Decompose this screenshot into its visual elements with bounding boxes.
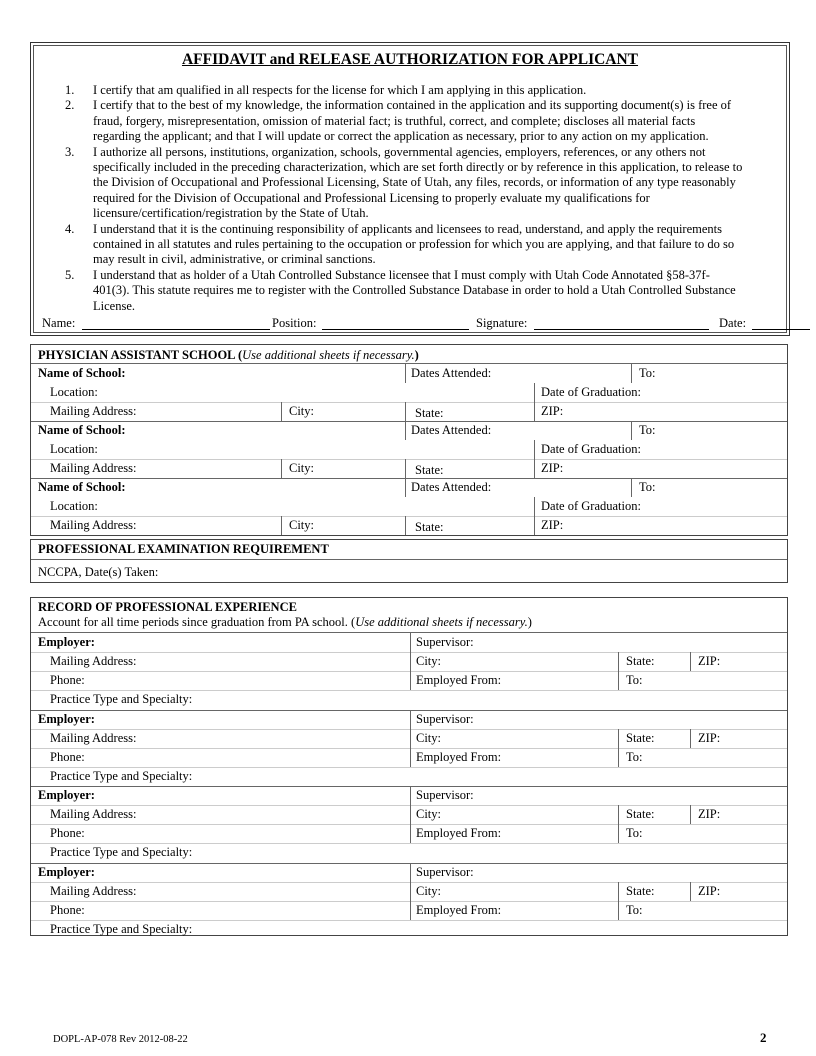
col-divider	[281, 516, 282, 535]
form-id: DOPL-AP-078 Rev 2012-08-22	[53, 1034, 188, 1045]
exam-divider	[31, 559, 787, 560]
phone-label: Phone:	[50, 749, 85, 764]
name-label: Name:	[42, 316, 76, 330]
state-label: State:	[626, 883, 655, 898]
state-label: State:	[415, 520, 444, 534]
col-divider	[618, 805, 619, 843]
col-divider	[631, 478, 632, 497]
row-divider	[31, 421, 787, 422]
school-name-label: Name of School:	[38, 480, 126, 494]
col-divider	[405, 516, 406, 535]
position-label: Position:	[272, 316, 317, 330]
zip-label: ZIP:	[698, 883, 721, 898]
row-divider	[31, 920, 787, 921]
state-label: State:	[415, 463, 444, 477]
pa-heading-divider	[31, 363, 787, 364]
col-divider	[618, 882, 619, 920]
to-label: To:	[639, 480, 656, 494]
row-divider	[31, 843, 787, 844]
row-divider	[31, 748, 787, 749]
affidavit-statements	[42, 83, 780, 314]
row-spacer	[31, 497, 541, 498]
exam-heading: PROFESSIONAL EXAMINATION REQUIREMENT	[38, 542, 329, 556]
to-label: To:	[626, 826, 643, 840]
col-divider	[534, 383, 535, 421]
mailing-address-label: Mailing Address:	[50, 404, 137, 418]
row-divider	[31, 882, 787, 883]
affidavit-statement	[42, 83, 780, 98]
col-divider	[405, 459, 406, 478]
employer-label: Employer:	[38, 711, 95, 726]
state-label: State:	[626, 654, 655, 668]
zip-label: ZIP:	[541, 461, 564, 475]
pa-school-section	[30, 344, 788, 536]
zip-label: ZIP:	[698, 730, 721, 745]
statement-number: 4.	[65, 221, 75, 236]
row-spacer	[31, 383, 541, 384]
supervisor-label: Supervisor:	[416, 864, 474, 879]
school-name-label: Name of School:	[38, 366, 126, 380]
col-divider	[534, 497, 535, 535]
row-divider	[31, 863, 787, 864]
name-field[interactable]	[82, 329, 270, 330]
signature-field[interactable]	[534, 329, 709, 330]
row-divider	[31, 690, 787, 691]
row-divider	[31, 710, 787, 711]
row-divider	[31, 478, 787, 479]
row-divider	[31, 767, 787, 768]
statement-line: fraud, forgery, misrepresentation, omission of material fact; is truthful, correct, and complete; discloses all material facts	[93, 113, 696, 128]
statement-line: License.	[93, 298, 135, 313]
supervisor-label: Supervisor:	[416, 711, 474, 726]
affidavit-inner-border	[33, 45, 787, 333]
mailing-address-label: Mailing Address:	[50, 883, 137, 898]
statement-line: I understand that it is the continuing responsibility of applicants and licensees to read, understand, and apply the requirements	[93, 221, 723, 236]
dates-attended-label: Dates Attended:	[411, 366, 492, 380]
col-divider	[405, 364, 406, 383]
date-field[interactable]	[752, 329, 810, 330]
experience-section	[30, 597, 788, 936]
page-number: 2	[760, 1030, 767, 1045]
phone-label: Phone:	[50, 902, 85, 917]
mailing-address-label: Mailing Address:	[50, 461, 137, 475]
row-divider	[31, 516, 787, 517]
dates-attended-label: Dates Attended:	[411, 480, 492, 494]
affidavit-box	[30, 42, 790, 336]
location-label: Location:	[50, 499, 98, 513]
statement-line: required for the Division of Occupational and Professional Licensing to properly evaluate my qualifications for	[93, 190, 650, 205]
signature-row	[42, 316, 782, 332]
row-divider	[31, 459, 787, 460]
city-label: City:	[289, 404, 315, 418]
to-label: To:	[639, 366, 656, 380]
col-divider	[281, 402, 282, 421]
pa-school-heading: PHYSICIAN ASSISTANT SCHOOL (Use additional sheets if necessary.)	[38, 348, 419, 362]
statement-line: 401(3). This statute requires me to register with the Controlled Substance Database in order to hold a Utah Controlled Substance	[93, 283, 736, 298]
mailing-address-label: Mailing Address:	[50, 807, 137, 821]
col-divider	[405, 402, 406, 421]
statement-line: contained in all statutes and rules pertaining to the occupation or profession for which you are applying, and that failure to do so	[93, 237, 735, 252]
employed-from-label: Employed From:	[416, 673, 502, 687]
row-spacer	[31, 440, 541, 441]
col-divider	[405, 478, 406, 497]
statement-line: may result in civil, administrative, or criminal sanctions.	[93, 252, 376, 267]
mailing-address-label: Mailing Address:	[50, 730, 137, 745]
employed-from-label: Employed From:	[416, 826, 502, 840]
col-divider	[618, 729, 619, 767]
col-divider	[690, 805, 691, 824]
statement-number: 1.	[65, 83, 75, 97]
nccpa-label: NCCPA, Date(s) Taken:	[38, 565, 159, 579]
graduation-date-label: Date of Graduation:	[541, 442, 641, 456]
city-label: City:	[289, 461, 315, 475]
statement-number: 3.	[65, 144, 75, 159]
col-divider	[281, 459, 282, 478]
row-divider	[31, 652, 787, 653]
state-label: State:	[415, 406, 444, 420]
state-label: State:	[626, 730, 655, 745]
col-divider	[690, 729, 691, 748]
mailing-address-label: Mailing Address:	[50, 654, 137, 668]
zip-label: ZIP:	[541, 518, 564, 532]
statement-line: specifically included in the preceding characterization, which are set forth directly or by reference in this application, to release to	[93, 160, 743, 175]
col-divider	[405, 421, 406, 440]
statement-line: the Division of Occupational and Professional Licensing, State of Utah, any files, records, or information of any type reasonably	[93, 175, 736, 190]
date-label: Date:	[719, 316, 747, 330]
experience-heading: RECORD OF PROFESSIONAL EXPERIENCE	[38, 600, 297, 614]
row-divider	[31, 729, 787, 730]
school-name-label: Name of School:	[38, 423, 126, 437]
city-label: City:	[416, 730, 442, 745]
statement-line: I certify that to the best of my knowledge, the information contained in the application and its supporting document(s) is free of	[93, 98, 732, 113]
to-label: To:	[626, 749, 643, 764]
col-divider	[410, 786, 411, 843]
employer-label: Employer:	[38, 864, 95, 879]
row-divider	[31, 901, 787, 902]
affidavit-statement	[42, 268, 780, 314]
zip-label: ZIP:	[698, 654, 721, 668]
signature-label: Signature:	[476, 316, 528, 330]
practice-type-label: Practice Type and Specialty:	[50, 845, 193, 859]
statement-line: I understand that as holder of a Utah Controlled Substance licensee that I must comply with Utah Code Annotated §58-37f-	[93, 267, 710, 282]
to-label: To:	[626, 673, 643, 687]
phone-label: Phone:	[50, 673, 85, 687]
row-divider	[31, 786, 787, 787]
col-divider	[631, 421, 632, 440]
row-divider	[31, 402, 787, 403]
mailing-address-label: Mailing Address:	[50, 518, 137, 532]
zip-label: ZIP:	[541, 404, 564, 418]
city-label: City:	[416, 807, 442, 821]
statement-number: 5.	[65, 267, 75, 282]
statement-line: regarding the applicant; and that I will update or correct the application as necessary, prior to any action on my application.	[93, 129, 709, 144]
col-divider	[410, 710, 411, 767]
col-divider	[631, 364, 632, 383]
col-divider	[410, 863, 411, 920]
row-divider	[31, 805, 787, 806]
city-label: City:	[289, 518, 315, 532]
to-label: To:	[639, 423, 656, 437]
city-label: City:	[416, 654, 442, 668]
statement-line: I certify that am qualified in all respects for the license for which I am applying in this application.	[93, 83, 587, 97]
experience-note: Account for all time periods since graduation from PA school. (Use additional sheets if necessary.)	[38, 615, 532, 629]
graduation-date-label: Date of Graduation:	[541, 499, 641, 513]
col-divider	[410, 633, 411, 690]
employed-from-label: Employed From:	[416, 749, 502, 764]
experience-heading-divider	[31, 632, 787, 633]
affidavit-statement	[42, 145, 780, 222]
practice-type-label: Practice Type and Specialty:	[50, 921, 193, 936]
employer-label: Employer:	[38, 788, 95, 802]
phone-label: Phone:	[50, 826, 85, 840]
position-field[interactable]	[322, 329, 469, 330]
zip-label: ZIP:	[698, 807, 721, 821]
affidavit-title: AFFIDAVIT and RELEASE AUTHORIZATION FOR APPLICANT	[181, 51, 639, 68]
city-label: City:	[416, 883, 442, 898]
location-label: Location:	[50, 385, 98, 399]
affidavit-statement	[42, 222, 780, 268]
location-label: Location:	[50, 442, 98, 456]
col-divider	[534, 440, 535, 478]
employed-from-label: Employed From:	[416, 902, 502, 917]
col-divider	[690, 652, 691, 671]
row-divider	[31, 824, 787, 825]
statement-line: licensure/certification/registration by the State of Utah.	[93, 206, 369, 221]
statement-line: I authorize all persons, institutions, organization, schools, governmental agencies, employers, references, or any others not	[93, 144, 706, 159]
exam-section	[30, 539, 788, 583]
to-label: To:	[626, 902, 643, 917]
supervisor-label: Supervisor:	[416, 788, 474, 802]
practice-type-label: Practice Type and Specialty:	[50, 692, 193, 706]
col-divider	[690, 882, 691, 901]
dates-attended-label: Dates Attended:	[411, 423, 492, 437]
state-label: State:	[626, 807, 655, 821]
col-divider	[618, 652, 619, 690]
statement-number: 2.	[65, 98, 75, 113]
affidavit-statement	[42, 98, 780, 144]
supervisor-label: Supervisor:	[416, 635, 474, 649]
graduation-date-label: Date of Graduation:	[541, 385, 641, 399]
employer-label: Employer:	[38, 635, 95, 649]
row-divider	[31, 671, 787, 672]
practice-type-label: Practice Type and Specialty:	[50, 768, 193, 783]
